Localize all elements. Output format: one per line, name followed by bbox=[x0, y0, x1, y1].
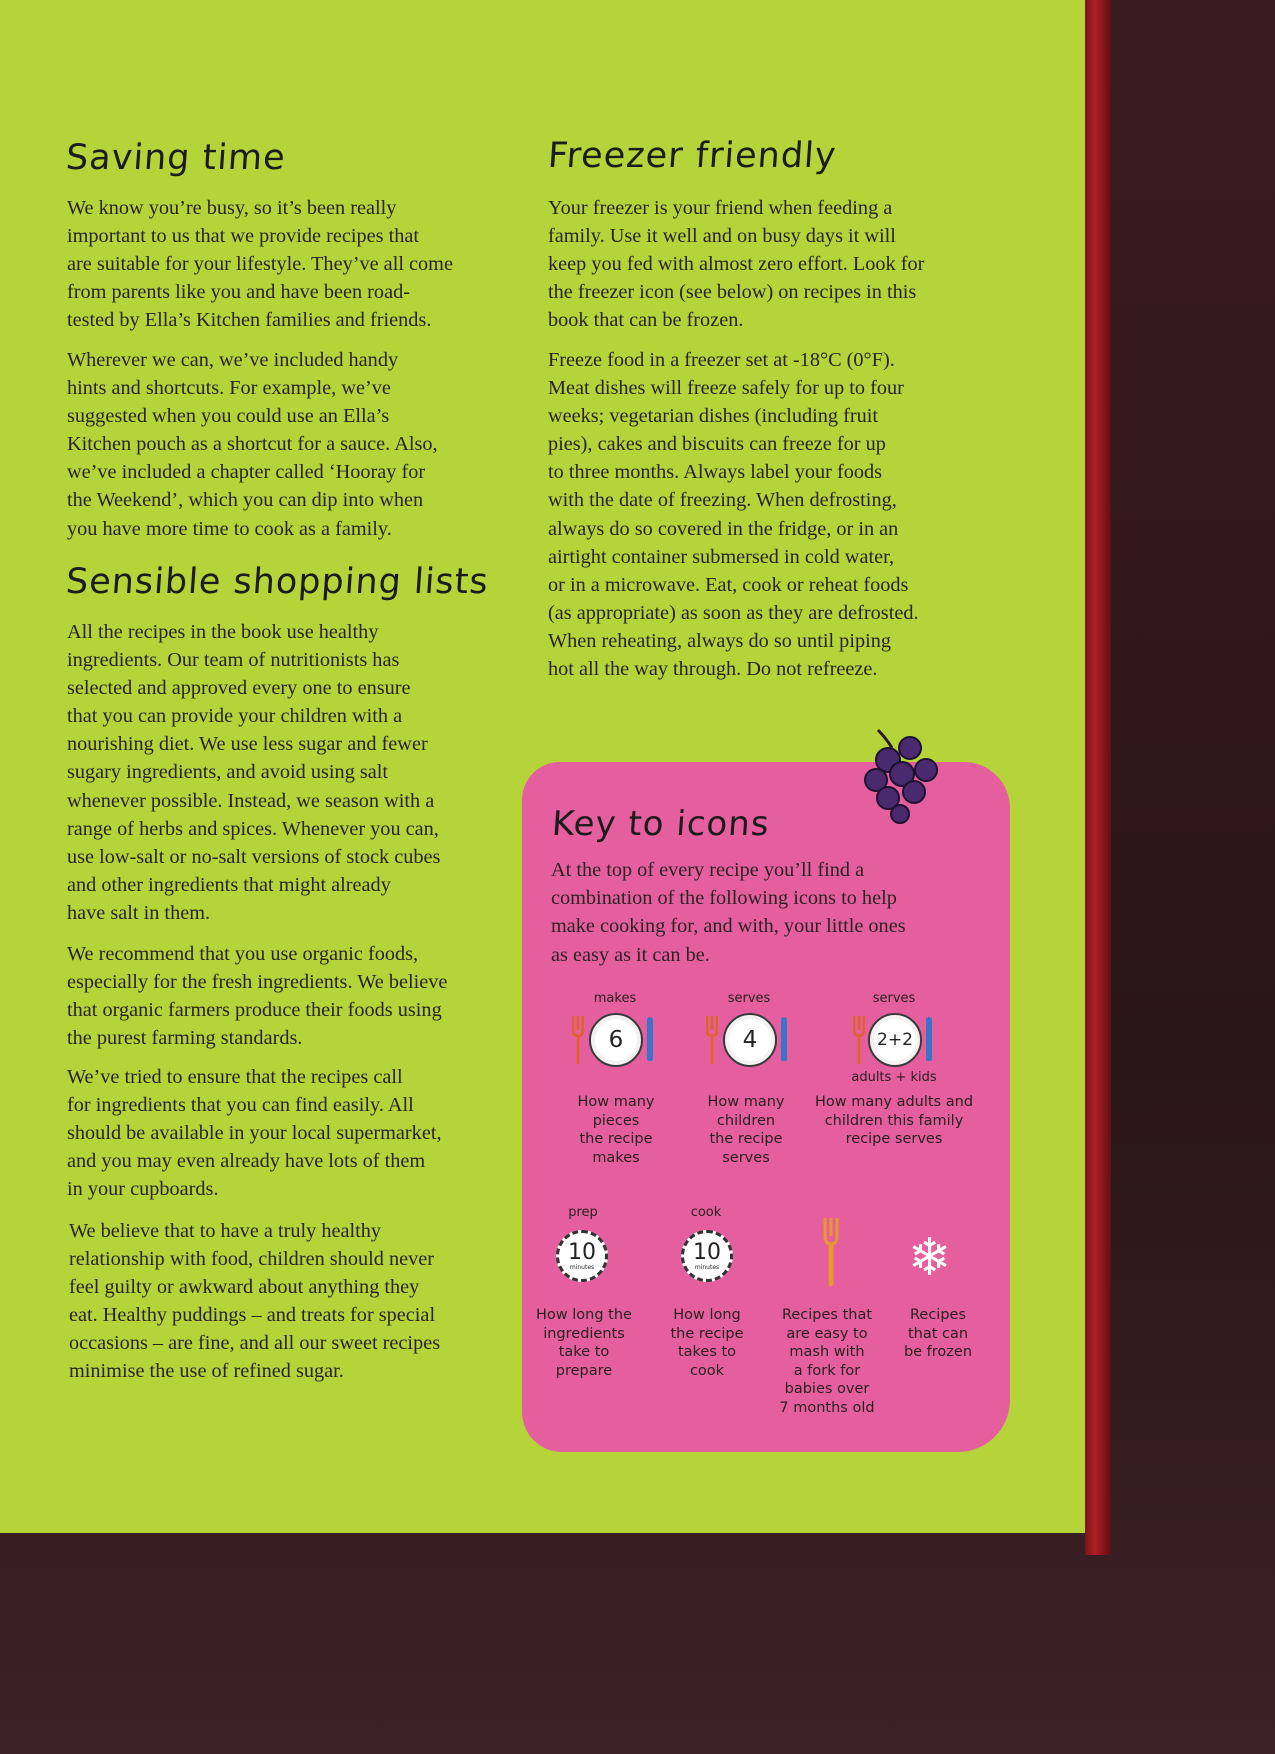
saving-time-paragraph-2: Wherever we can, we’ve included handy hints and shortcuts. For example, we’ve suggested when you could use an Ella’s Kitchen pouch as a shortcut for a sauce. Also, we’ve included a chapter called ‘Hooray for the Weekend’, which you can dip into when you have more time to cook as a family. bbox=[67, 349, 438, 540]
knife-icon bbox=[781, 1017, 787, 1061]
freezable-caption: Recipes that can be frozen bbox=[903, 1307, 973, 1360]
freezer-paragraph-2: Freeze food in a freezer set at -18°C (0°F). Meat dishes will freeze safely for up to four weeks; vegetarian dishes (including fruit pies), cakes and biscuits can freeze for up to three months. Always label your foods with the date of freezing. When defrosting, always do so covered in the fridge, or in an airtight container submersed in cold water, or in a microwave. Eat, cook or reheat foods (as appropriate) as soon as they are defrosted. When reheating, always do so until piping hot all the way through. Do not refreeze. bbox=[548, 349, 919, 681]
fork-icon bbox=[823, 1218, 839, 1288]
shopping-paragraph-2: We recommend that you use organic foods, especially for the fresh ingredients. We believe that organic farmers produce their foods using the purest farming standards. bbox=[67, 943, 448, 1050]
prep-timer-icon bbox=[556, 1230, 608, 1282]
saving-time-paragraph-1: We know you’re busy, so it’s been really important to us that we provide recipes that are suitable for your lifestyle. They’ve all come from parents like you and have been road- tested by Ella’s Kitchen families and friends. bbox=[67, 197, 453, 332]
cook-timer-icon bbox=[681, 1230, 733, 1282]
prep-time-value: 10 bbox=[568, 1239, 596, 1265]
shopping-paragraph-4: We believe that to have a truly healthy relationship with food, children should never feel guilty or awkward about anything they eat. Healthy puddings – and treats for special occasions – are fine, and all our sweet recipes minimise the use of refined sugar. bbox=[69, 1220, 441, 1383]
shopping-paragraph-3: We’ve tried to ensure that the recipes call for ingredients that you can find easily. All should be available in your local supermarket, and you may even already have lots of them in your cupboards. bbox=[67, 1066, 442, 1201]
prep-label: prep bbox=[568, 1205, 598, 1220]
serves-family-caption: How many adults and children this family recipe serves bbox=[814, 1094, 974, 1147]
fork-icon bbox=[706, 1016, 718, 1064]
makes-caption: How many pieces the recipe makes bbox=[577, 1094, 655, 1166]
prep-time-unit: minutes bbox=[569, 1263, 595, 1271]
adults-kids-label: adults + kids bbox=[851, 1070, 937, 1085]
freezer-friendly-heading: Freezer friendly bbox=[546, 136, 838, 176]
book-spine bbox=[1085, 0, 1111, 1555]
shopping-lists-heading: Sensible shopping lists bbox=[64, 562, 491, 602]
snowflake-icon: ❄ bbox=[908, 1228, 952, 1288]
grapes-illustration bbox=[858, 728, 942, 824]
fork-icon bbox=[572, 1016, 584, 1064]
serves-children-caption: How many children the recipe serves bbox=[707, 1094, 785, 1166]
key-to-icons-heading: Key to icons bbox=[550, 804, 771, 844]
makes-label: makes bbox=[593, 991, 637, 1006]
cook-caption: How long the recipe takes to cook bbox=[670, 1307, 744, 1379]
saving-time-heading: Saving time bbox=[64, 138, 288, 178]
freezer-paragraph-1: Your freezer is your friend when feeding a family. Use it well and on busy days it will keep you fed with almost zero effort. Look for the freezer icon (see below) on recipes in this book that can be frozen. bbox=[548, 197, 925, 332]
servings-plate-icon: 2+2 bbox=[868, 1013, 922, 1067]
serves-family-label: serves bbox=[872, 991, 916, 1006]
serves-label: serves bbox=[727, 991, 771, 1006]
knife-icon bbox=[647, 1017, 653, 1061]
mash-fork-caption: Recipes that are easy to mash with a fork for babies over 7 months old bbox=[779, 1307, 875, 1416]
knife-icon bbox=[926, 1017, 932, 1061]
cook-label: cook bbox=[690, 1205, 722, 1220]
shopping-paragraph-1: All the recipes in the book use healthy ingredients. Our team of nutritionists has selected and approved every one to ensure that you can provide your children with a nourishing diet. We use less sugar and fewer sugary ingredients, and avoid using salt whenever possible. Instead, we season with a range of herbs and spices. Whenever you can, use low-salt or no-salt versions of stock cubes and other ingredients that might already have salt in them. bbox=[67, 621, 441, 924]
fork-icon bbox=[853, 1016, 865, 1064]
servings-plate-icon: 6 bbox=[589, 1013, 643, 1067]
cook-time-value: 10 bbox=[693, 1239, 721, 1265]
servings-plate-icon: 4 bbox=[723, 1013, 777, 1067]
cook-time-unit: minutes bbox=[694, 1263, 720, 1271]
key-intro-paragraph: At the top of every recipe you’ll find a combination of the following icons to help make cooking for, and with, your little ones as easy as it can be. bbox=[551, 859, 906, 966]
prep-caption: How long the ingredients take to prepare bbox=[536, 1307, 632, 1379]
